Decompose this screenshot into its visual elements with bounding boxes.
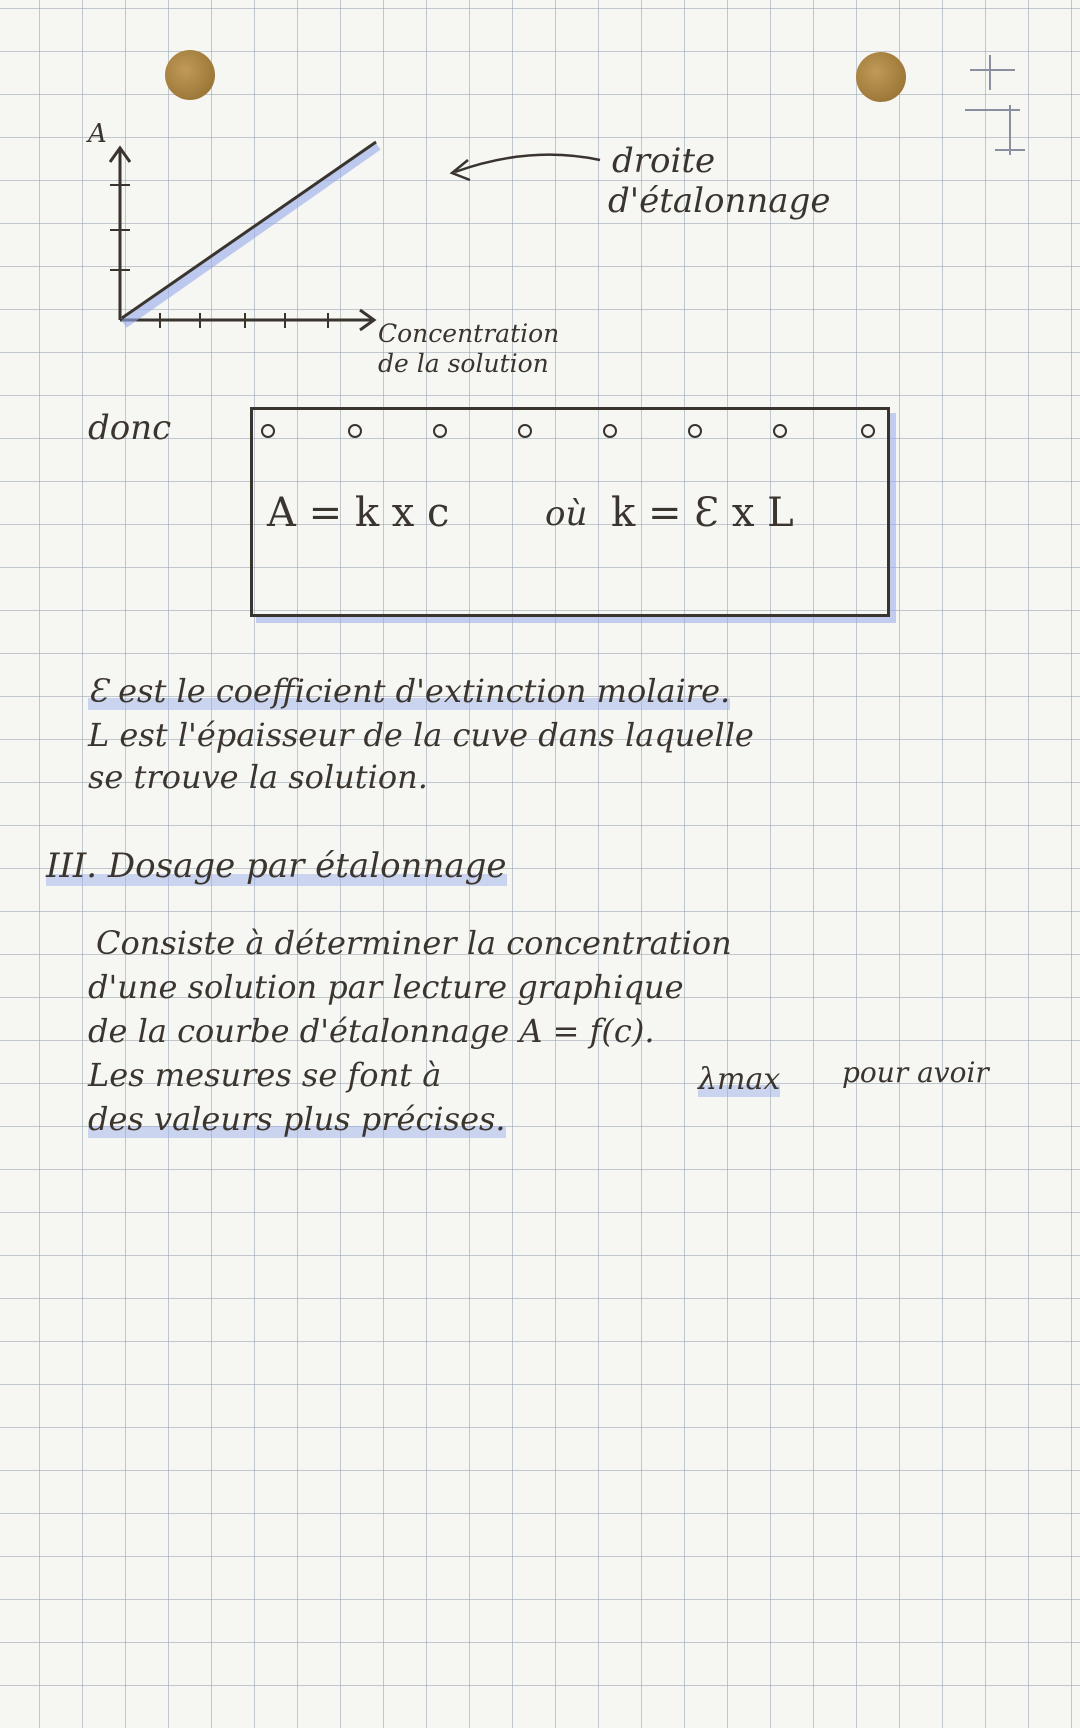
y-axis-label: A [88,119,107,149]
calibration-line-highlight [124,146,378,324]
equation-box [250,407,890,617]
spiral-ring [688,424,702,438]
calibration-line [122,142,376,318]
donc-label: donc [88,408,172,448]
definition-length-cont: se trouve la solution. [88,758,428,796]
section-paragraph-line3: de la courbe d'étalonnage A = f(c). [88,1012,655,1050]
calibration-graph [60,110,831,410]
x-axis-label-line2: de la solution [378,349,549,378]
binder-hole-right [856,52,906,102]
section-paragraph-line2: d'une solution par lecture graphique [88,968,684,1006]
spiral-ring [348,424,362,438]
spiral-ring [433,424,447,438]
curve-label-line2: d'étalonnage [608,181,831,221]
spiral-ring [861,424,875,438]
curve-label-line1: droite [612,141,716,181]
section-paragraph-line4a: Les mesures se font à [88,1056,442,1094]
pointer-arrow-icon [455,155,600,172]
spiral-ring [603,424,617,438]
section-paragraph-line4c: pour avoir [842,1056,989,1089]
lambda-max: λmax [698,1062,781,1097]
equation-connector: où [545,494,588,534]
definition-length: L est l'épaisseur de la cuve dans laquelle [88,716,754,754]
x-axis-label-line1: Concentration [378,319,560,348]
k-definition: k = Ɛ x L [611,490,794,536]
equation-formula: A = k x c [267,490,450,536]
spiral-ring [773,424,787,438]
binder-hole-left [165,50,215,100]
spiral-ring [518,424,532,438]
section-paragraph-line5: des valeurs plus précises. [88,1100,506,1138]
spiral-ring [261,424,275,438]
section-heading: III. Dosage par étalonnage [46,846,507,886]
section-paragraph-line1: Consiste à déterminer la concentration [96,924,732,962]
corner-doodle [960,50,1030,170]
definition-epsilon: Ɛ est le coefficient d'extinction molaire. [88,672,731,710]
